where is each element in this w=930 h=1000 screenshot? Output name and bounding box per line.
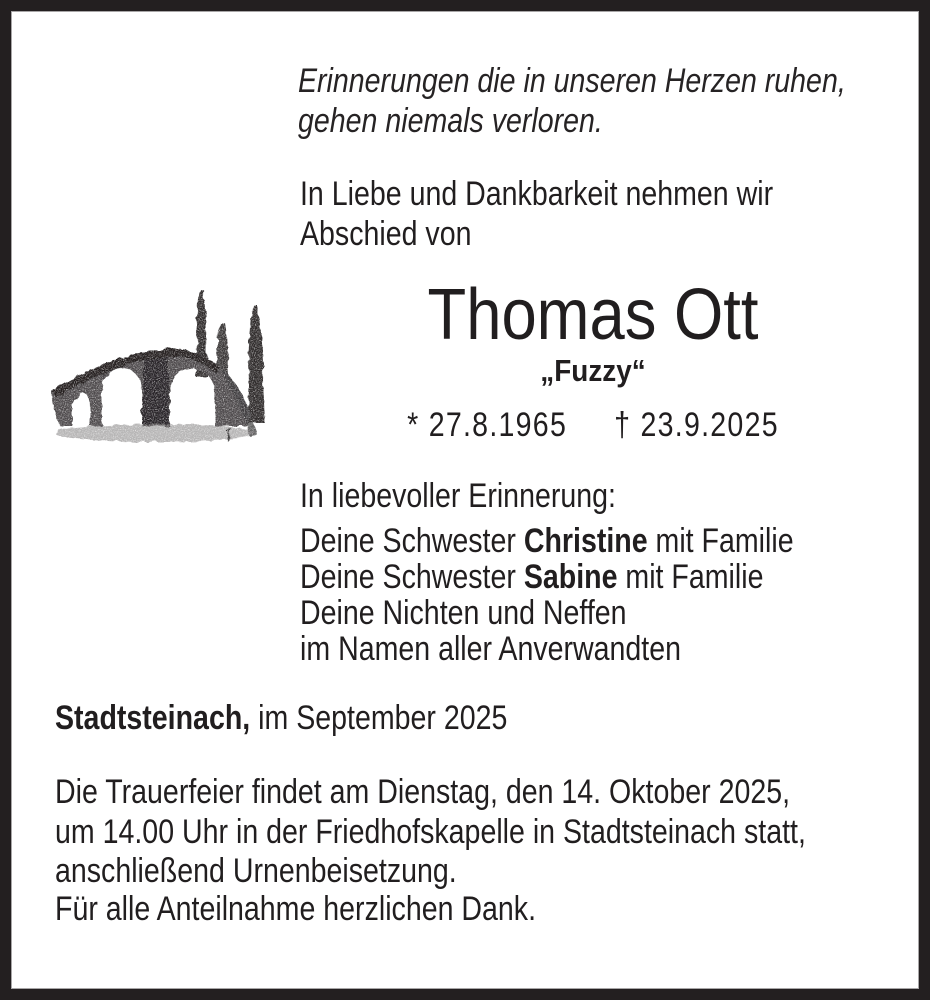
deceased-name: Thomas Ott (427, 275, 759, 355)
memoriam-line: Deine Schwester Christine mit Familie (300, 522, 794, 560)
memoriam-line: im Namen aller Anverwandten (300, 630, 681, 668)
intro-line-1: In Liebe und Dankbarkeit nehmen wir (300, 175, 774, 213)
life-dates (347, 406, 839, 444)
memoriam-line: Deine Nichten und Neffen (300, 594, 627, 632)
intro-line-2: Abschied von (300, 215, 472, 253)
memoriam-header: In liebevoller Erinnerung: (300, 477, 616, 515)
memoriam-list (300, 523, 888, 667)
deceased-block (300, 275, 886, 444)
thanks-line: Für alle Anteilnahme herzlichen Dank. (55, 890, 537, 928)
memoriam-line: Deine Schwester Sabine mit Familie (300, 558, 764, 596)
verse-line-1: Erinnerungen die in unseren Herzen ruhen, (298, 62, 846, 100)
death-date: † 23.9.2025 (614, 406, 779, 444)
funeral-info (55, 773, 930, 892)
deceased-nickname: „Fuzzy“ (540, 353, 646, 388)
cypress-tree-icon (248, 305, 265, 423)
city-date-rest: im September 2025 (250, 699, 508, 737)
opening-verse (298, 61, 930, 141)
funeral-line-2: um 14.00 Uhr in der Friedhofskapelle in Stadtsteinach statt, (55, 812, 806, 851)
verse-line-2: gehen niemals verloren. (298, 102, 603, 140)
birth-date: * 27.8.1965 (407, 406, 568, 444)
city-date-line (55, 700, 594, 736)
city-name: Stadtsteinach, (55, 699, 251, 737)
farewell-intro (300, 174, 863, 254)
bridge-illustration (50, 285, 272, 445)
ground-shading (55, 424, 255, 442)
funeral-line-3: anschließend Urnenbeisetzung. (55, 852, 457, 890)
funeral-line-1: Die Trauerfeier findet am Dienstag, den 14. Oktober 2025, (55, 773, 791, 811)
bridge-pier (142, 351, 170, 426)
